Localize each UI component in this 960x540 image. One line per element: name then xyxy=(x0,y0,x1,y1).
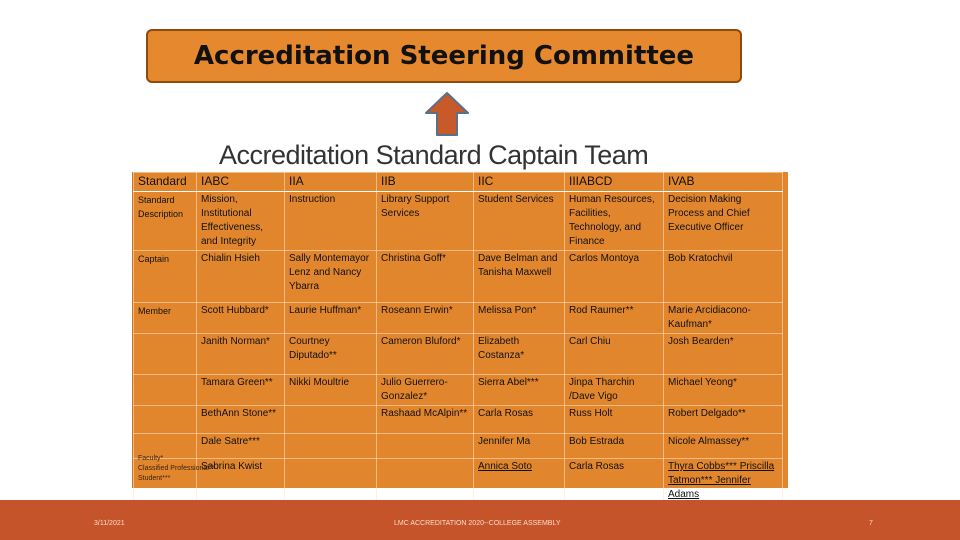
member-row xyxy=(134,406,783,434)
page-number: 7 xyxy=(869,520,873,527)
table-cell: Annica Soto xyxy=(474,459,565,504)
member-row xyxy=(134,459,783,504)
steering-committee-box xyxy=(146,29,742,83)
table-cell: Carlos Montoya xyxy=(565,251,664,303)
table-cell xyxy=(377,434,474,459)
member-row xyxy=(134,303,783,334)
col-header: Standard xyxy=(134,173,197,192)
role-legend xyxy=(138,454,214,484)
table-cell: Chialin Hsieh xyxy=(197,251,285,303)
table-cell: Elizabeth Costanza* xyxy=(474,334,565,375)
table-cell: Roseann Erwin* xyxy=(377,303,474,334)
table-cell: Carl Chiu xyxy=(565,334,664,375)
table-cell xyxy=(377,459,474,504)
table-cell: Dave Belman and Tanisha Maxwell xyxy=(474,251,565,303)
table-cell: Cameron Bluford* xyxy=(377,334,474,375)
table-cell xyxy=(285,406,377,434)
table-cell: Carla Rosas xyxy=(565,459,664,504)
table-cell: Jennifer Ma xyxy=(474,434,565,459)
table-cell: Melissa Pon* xyxy=(474,303,565,334)
member-row xyxy=(134,375,783,406)
member-row xyxy=(134,334,783,375)
table-cell: Robert Delgado** xyxy=(664,406,783,434)
table-cell: Michael Yeong* xyxy=(664,375,783,406)
table-cell: Human Resources, Facilities, Technology, and Finance xyxy=(565,192,664,251)
table-cell: Christina Goff* xyxy=(377,251,474,303)
table-cell: Nikki Moultrie xyxy=(285,375,377,406)
table-cell: Nicole Almassey** xyxy=(664,434,783,459)
table-cell: Instruction xyxy=(285,192,377,251)
legend-item: Classified Professional** xyxy=(138,465,215,472)
legend-item: Faculty* xyxy=(138,455,164,462)
table-cell: Josh Bearden* xyxy=(664,334,783,375)
legend-item: Student*** xyxy=(138,475,171,482)
table-cell: Rashaad McAlpin** xyxy=(377,406,474,434)
table-cell: Sierra Abel*** xyxy=(474,375,565,406)
standards-grid xyxy=(133,172,783,504)
table-cell: Russ Holt xyxy=(565,406,664,434)
table-cell: Carla Rosas xyxy=(474,406,565,434)
col-header: IIA xyxy=(285,173,377,192)
table-cell: Sabrina Kwist xyxy=(197,459,285,504)
table-cell xyxy=(285,459,377,504)
table-cell: Courtney Diputado** xyxy=(285,334,377,375)
row-label: Captain xyxy=(134,251,197,303)
table-cell: Laurie Huffman* xyxy=(285,303,377,334)
description-row xyxy=(134,192,783,251)
footer-date: 3/11/2021 xyxy=(94,520,125,527)
table-cell: Scott Hubbard* xyxy=(197,303,285,334)
col-header: IVAB xyxy=(664,173,783,192)
row-label: Member xyxy=(134,303,197,334)
slide-subtitle: Accreditation Standard Captain Team xyxy=(219,140,649,170)
captain-row xyxy=(134,251,783,303)
table-cell: Thyra Cobbs*** Priscilla Tatmon*** Jennifer Adams xyxy=(664,459,783,504)
table-cell: Tamara Green** xyxy=(197,375,285,406)
table-cell: Sally Montemayor Lenz and Nancy Ybarra xyxy=(285,251,377,303)
table-cell: Julio Guerrero-Gonzalez* xyxy=(377,375,474,406)
row-label: Standard Description xyxy=(134,192,197,251)
table-cell: Janith Norman* xyxy=(197,334,285,375)
up-arrow-icon xyxy=(424,91,470,137)
table-cell: BethAnn Stone** xyxy=(197,406,285,434)
captain-team-table xyxy=(132,172,788,500)
steering-committee-title: Accreditation Steering Committee xyxy=(193,41,695,71)
col-header: IIIABCD xyxy=(565,173,664,192)
table-cell: Decision Making Process and Chief Executive Officer xyxy=(664,192,783,251)
table-cell: Marie Arcidiacono-Kaufman* xyxy=(664,303,783,334)
table-cell: Bob Estrada xyxy=(565,434,664,459)
col-header: IIC xyxy=(474,173,565,192)
table-cell: Rod Raumer** xyxy=(565,303,664,334)
header-row xyxy=(134,173,783,192)
table-cell: Student Services xyxy=(474,192,565,251)
table-cell: Library Support Services xyxy=(377,192,474,251)
member-row xyxy=(134,434,783,459)
col-header: IIB xyxy=(377,173,474,192)
table-cell xyxy=(285,434,377,459)
footer-title: LMC ACCREDITATION 2020--COLLEGE ASSEMBLY xyxy=(394,520,561,527)
table-cell: Bob Kratochvil xyxy=(664,251,783,303)
table-cell: Mission, Institutional Effectiveness, and Integrity xyxy=(197,192,285,251)
table-cell: Jinpa Tharchin /Dave Vigo xyxy=(565,375,664,406)
slide-footer xyxy=(0,500,960,540)
col-header: IABC xyxy=(197,173,285,192)
table-cell: Dale Satre*** xyxy=(197,434,285,459)
